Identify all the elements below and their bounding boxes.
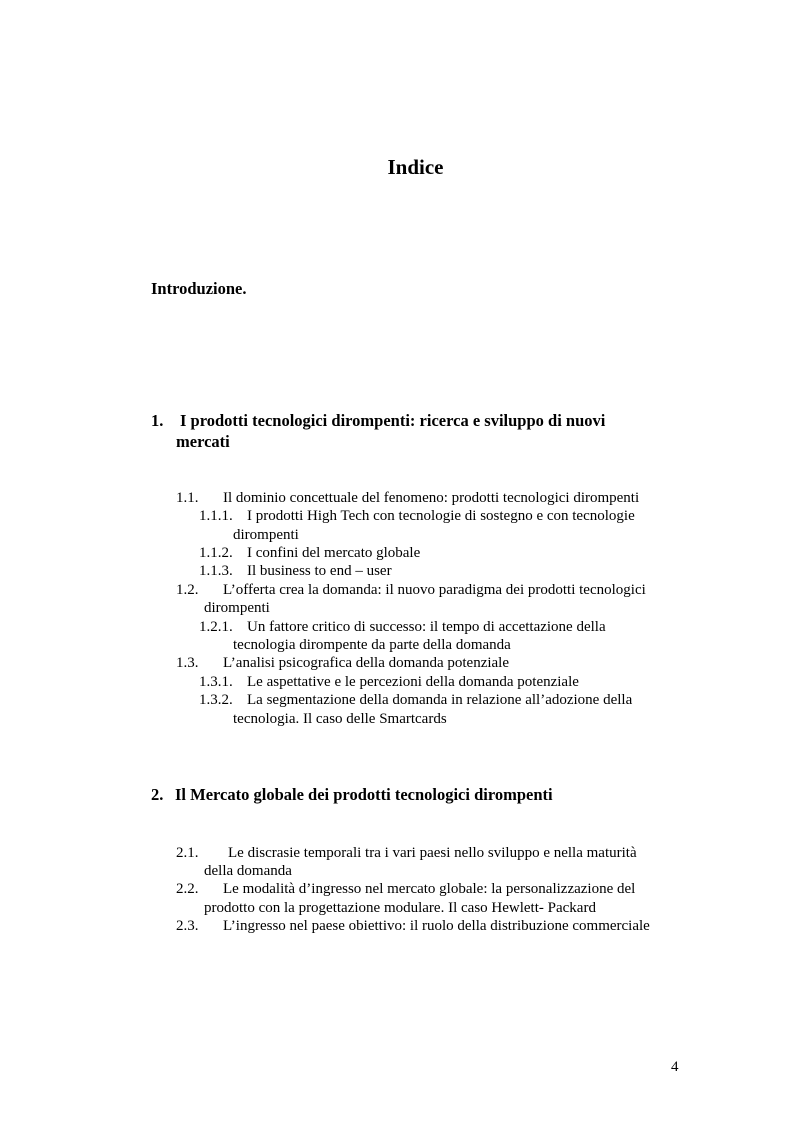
toc-entry-2-3 — [176, 917, 650, 936]
toc-entry-number: 1.3.1. — [199, 674, 233, 690]
chapter1-title-line1: I prodotti tecnologici dirompenti: ricerca e sviluppo di nuovi — [180, 411, 606, 430]
toc-entry-2-1-cont: della domanda — [204, 863, 292, 879]
toc-entry-number: 1.3.2. — [199, 692, 233, 708]
toc-entry-number: 1.2.1. — [199, 619, 233, 635]
toc-entry-1-3-2-cont: tecnologia. Il caso delle Smartcards — [233, 711, 447, 727]
page-title: Indice — [387, 155, 444, 179]
chapter1-number: 1. — [151, 411, 164, 430]
toc-entry-text: Il business to end – user — [247, 563, 392, 579]
toc-entry-number: 1.1.3. — [199, 563, 233, 579]
toc-entry-number: 1.2. — [176, 582, 199, 598]
introduction-heading: Introduzione. — [151, 279, 247, 298]
toc-entry-1-2-1 — [199, 618, 606, 637]
toc-entry-1-1 — [176, 489, 639, 508]
toc-entry-text: La segmentazione della domanda in relazione all’adozione della — [247, 692, 633, 708]
toc-entry-2-2-cont: prodotto con la progettazione modulare. Il caso Hewlett- Packard — [204, 900, 596, 916]
toc-entry-1-3-2 — [199, 691, 632, 710]
toc-entry-text: I confini del mercato globale — [247, 545, 421, 561]
toc-entry-text: Un fattore critico di successo: il tempo di accettazione della — [247, 619, 606, 635]
chapter2-title: Il Mercato globale dei prodotti tecnologici dirompenti — [175, 785, 553, 804]
toc-entry-number: 1.1.1. — [199, 508, 233, 524]
toc-entry-2-2 — [176, 880, 635, 899]
toc-entry-1-3-1 — [199, 673, 579, 692]
toc-entry-number: 2.3. — [176, 918, 199, 934]
toc-entry-1-3 — [176, 654, 509, 673]
chapter2-number: 2. — [151, 785, 164, 804]
toc-entry-text: L’analisi psicografica della domanda potenziale — [223, 655, 509, 671]
toc-entry-text: Le modalità d’ingresso nel mercato globale: la personalizzazione del — [223, 881, 636, 897]
toc-entry-number: 1.3. — [176, 655, 199, 671]
toc-entry-1-2 — [176, 581, 646, 600]
toc-entry-number: 2.2. — [176, 881, 199, 897]
toc-entry-number: 2.1. — [176, 845, 199, 861]
toc-entry-text: Le aspettative e le percezioni della domanda potenziale — [247, 674, 579, 690]
toc-entry-1-1-1 — [199, 507, 635, 526]
toc-entry-number: 1.1.2. — [199, 545, 233, 561]
toc-entry-text: Il dominio concettuale del fenomeno: prodotti tecnologici dirompenti — [223, 490, 640, 506]
toc-entry-number: 1.1. — [176, 490, 199, 506]
chapter1-title-line2: mercati — [176, 432, 230, 451]
toc-entry-text: L’offerta crea la domanda: il nuovo paradigma dei prodotti tecnologici — [223, 582, 646, 598]
toc-entry-1-1-1-cont: dirompenti — [233, 527, 299, 543]
toc-entry-text: I prodotti High Tech con tecnologie di sostegno e con tecnologie — [247, 508, 635, 524]
toc-entry-1-1-3 — [199, 562, 392, 581]
toc-entry-text: L’ingresso nel paese obiettivo: il ruolo della distribuzione commerciale — [223, 918, 650, 934]
toc-entry-1-1-2 — [199, 544, 420, 563]
toc-entry-1-2-1-cont: tecnologia dirompente da parte della domanda — [233, 637, 511, 653]
toc-entry-2-1 — [176, 844, 637, 863]
toc-entry-text: Le discrasie temporali tra i vari paesi nello sviluppo e nella maturità — [228, 845, 637, 861]
toc-entry-1-2-cont: dirompenti — [204, 600, 270, 616]
page-number: 4 — [671, 1059, 679, 1075]
